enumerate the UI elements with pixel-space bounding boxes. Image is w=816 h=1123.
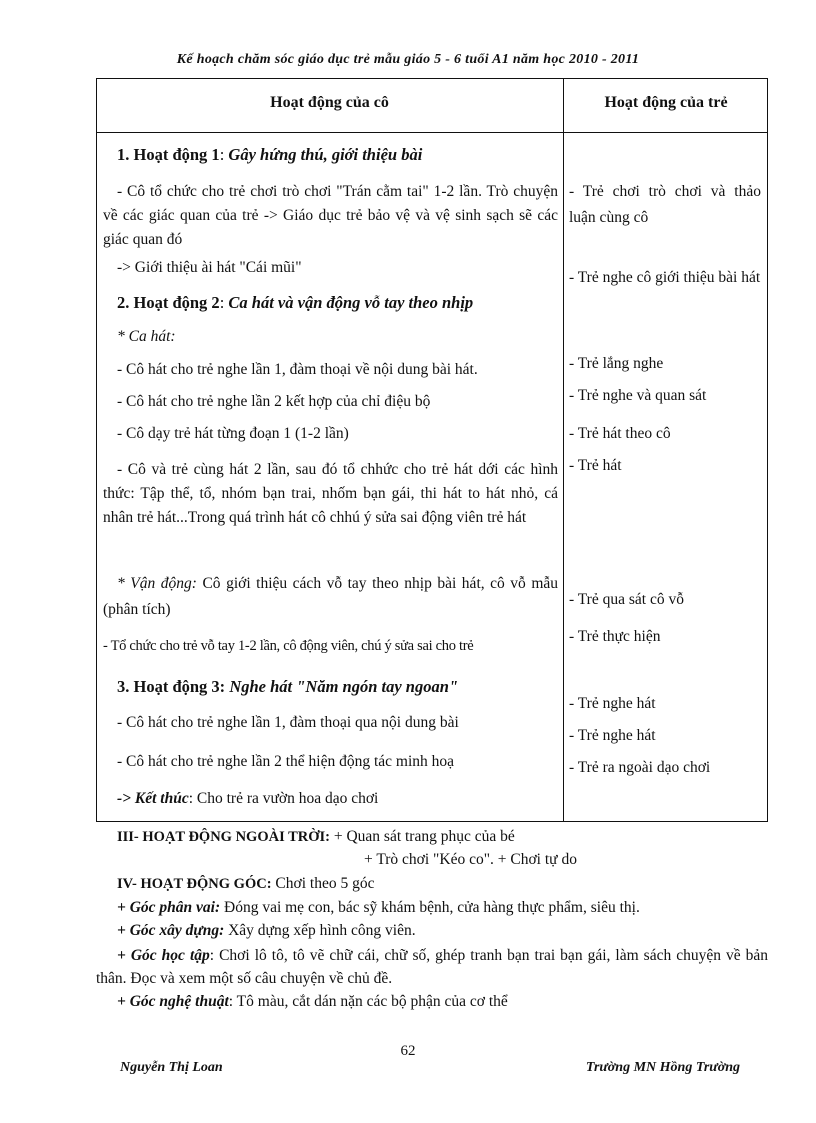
- child-activity-10: - Trẻ nghe hát: [569, 727, 656, 744]
- singing-step-2: - Cô hát cho trẻ nghe lần 2 kết hợp của chỉ điệu bộ: [117, 393, 431, 410]
- corners-section: [117, 874, 767, 894]
- child-activity-2: - Trẻ nghe cô giới thiệu bài hát: [569, 269, 761, 286]
- ending-line: [117, 789, 572, 809]
- activity-1-title: Gây hứng thú, giới thiệu bài: [228, 145, 423, 164]
- child-activity-9: - Trẻ nghe hát: [569, 695, 656, 712]
- page-number: 62: [400, 1043, 416, 1059]
- corner-role-play-label: + Góc phân vai:: [117, 899, 221, 916]
- corner-art-text: : Tô màu, cắt dán nặn các bộ phận của cơ thể: [228, 993, 508, 1010]
- ending-text: : Cho trẻ ra vườn hoa dạo chơi: [188, 790, 379, 807]
- table-column-divider: [563, 78, 564, 822]
- corner-learning-label: + Góc học tập: [117, 947, 210, 964]
- corner-art-label: + Góc nghệ thuật: [117, 993, 229, 1010]
- activity-2-label: 2. Hoạt động 2: [117, 293, 220, 312]
- document-header: Kế hoạch chăm sóc giáo dục trẻ mẫu giáo 5 - 6 tuổi A1 năm học 2010 - 2011: [176, 52, 640, 67]
- activity-2-title: Ca hát và vận động vỗ tay theo nhịp: [228, 293, 474, 312]
- activity-3-title: Nghe hát "Năm ngón tay ngoan": [229, 677, 459, 696]
- table-header-divider: [96, 132, 768, 133]
- child-activity-3: - Trẻ lắng nghe: [569, 355, 664, 372]
- movement-text: Cô giới thiệu cách vỗ tay theo nhịp bài hát, cô vỗ mẫu (phân tích): [103, 575, 559, 618]
- corner-art: [117, 992, 767, 1012]
- singing-step-3: - Cô dạy trẻ hát từng đoạn 1 (1-2 lần): [117, 425, 349, 442]
- activity-1-description: - Cô tổ chức cho trẻ chơi trò chơi "Trán cằm tai" 1-2 lần. Trò chuyện về các giác quan của trẻ -> Giáo dục trẻ bảo vệ và vệ sinh sạch sẽ các giác quan đó: [103, 183, 558, 248]
- corner-building: [117, 921, 767, 941]
- column-header-teacher: Hoạt động của cô: [270, 94, 389, 111]
- child-activity-4: - Trẻ nghe và quan sát: [569, 387, 707, 404]
- singing-step-4: - Cô và trẻ cùng hát 2 lần, sau đó tổ chhức cho trẻ hát dới các hình thức: Tập thể, tổ, nhóm bạn trai, nhốm bạn gái, thi hát to hát nhỏ, cá nhân trẻ hát...Trong quá trình hát cô chhú ý sửa sai động viên trẻ hát: [103, 461, 558, 526]
- column-header-child: Hoạt động của trẻ: [604, 94, 728, 111]
- activity-1-intro-song: -> Giới thiệu ài hát "Cái mũi": [117, 259, 302, 276]
- child-activity-11: - Trẻ ra ngoài dạo chơi: [569, 759, 711, 776]
- activity-1-label: 1. Hoạt động 1: [117, 145, 220, 164]
- outdoor-label: III- HOẠT ĐỘNG NGOÀI TRỜI:: [117, 829, 330, 845]
- corner-role-play: [117, 898, 772, 918]
- child-activity-6: - Trẻ hát: [569, 457, 622, 474]
- corners-intro: Chơi theo 5 góc: [275, 875, 375, 892]
- corner-learning: [96, 944, 768, 990]
- activity-3-step-2: - Cô hát cho trẻ nghe lần 2 thể hiện động tác minh hoạ: [117, 753, 455, 770]
- child-activity-1: - Trẻ chơi trò chơi và thảo luận cùng cô: [569, 183, 761, 226]
- activity-1-heading: 1. Hoạt động 1: Gây hứng thú, giới thiệu bài: [117, 145, 423, 164]
- singing-step-1: - Cô hát cho trẻ nghe lần 1, đàm thoại về nội dung bài hát.: [117, 361, 478, 378]
- outdoor-line-2: + Trò chơi "Kéo co". + Chơi tự do: [364, 851, 577, 868]
- footer-author: Nguyễn Thị Loan: [120, 1060, 223, 1075]
- activity-3-label: 3. Hoạt động 3:: [117, 677, 226, 696]
- corners-label: IV- HOẠT ĐỘNG GÓC:: [117, 876, 272, 892]
- child-activity-5: - Trẻ hát theo cô: [569, 425, 671, 442]
- footer-school: Trường MN Hồng Trường: [585, 1060, 740, 1075]
- child-activity-8: - Trẻ thực hiện: [569, 628, 661, 645]
- corner-learning-text: : Chơi lô tô, tô vẽ chữ cái, chữ số, ghép tranh bạn trai bạn gái, làm sách chuyện về bản thân. Đọc và xem một số câu chuyện về chủ đề.: [96, 947, 769, 987]
- movement-label: * Vận động:: [117, 575, 197, 592]
- movement-intro: [103, 571, 558, 623]
- ending-label: -> Kết thúc: [117, 790, 189, 807]
- outdoor-section: [117, 827, 767, 847]
- activity-2-heading: 2. Hoạt động 2: Ca hát và vận động vỗ tay theo nhịp: [117, 293, 474, 312]
- corner-role-play-text: Đóng vai mẹ con, bác sỹ khám bệnh, cửa hàng thực phẩm, siêu thị.: [224, 899, 640, 916]
- child-activity-7: - Trẻ qua sát cô vỗ: [569, 591, 684, 608]
- movement-step-2: - Tổ chức cho trẻ vỗ tay 1-2 lần, cô động viên, chú ý sửa sai cho trẻ: [103, 638, 474, 654]
- corner-building-label: + Góc xây dựng:: [117, 922, 225, 939]
- corner-building-text: Xây dựng xếp hình công viên.: [228, 922, 416, 939]
- activity-3-heading: [117, 677, 572, 697]
- singing-label: * Ca hát:: [117, 328, 176, 345]
- outdoor-line-1: + Quan sát trang phục của bé: [333, 828, 515, 845]
- activity-3-step-1: - Cô hát cho trẻ nghe lần 1, đàm thoại qua nội dung bài: [117, 714, 459, 731]
